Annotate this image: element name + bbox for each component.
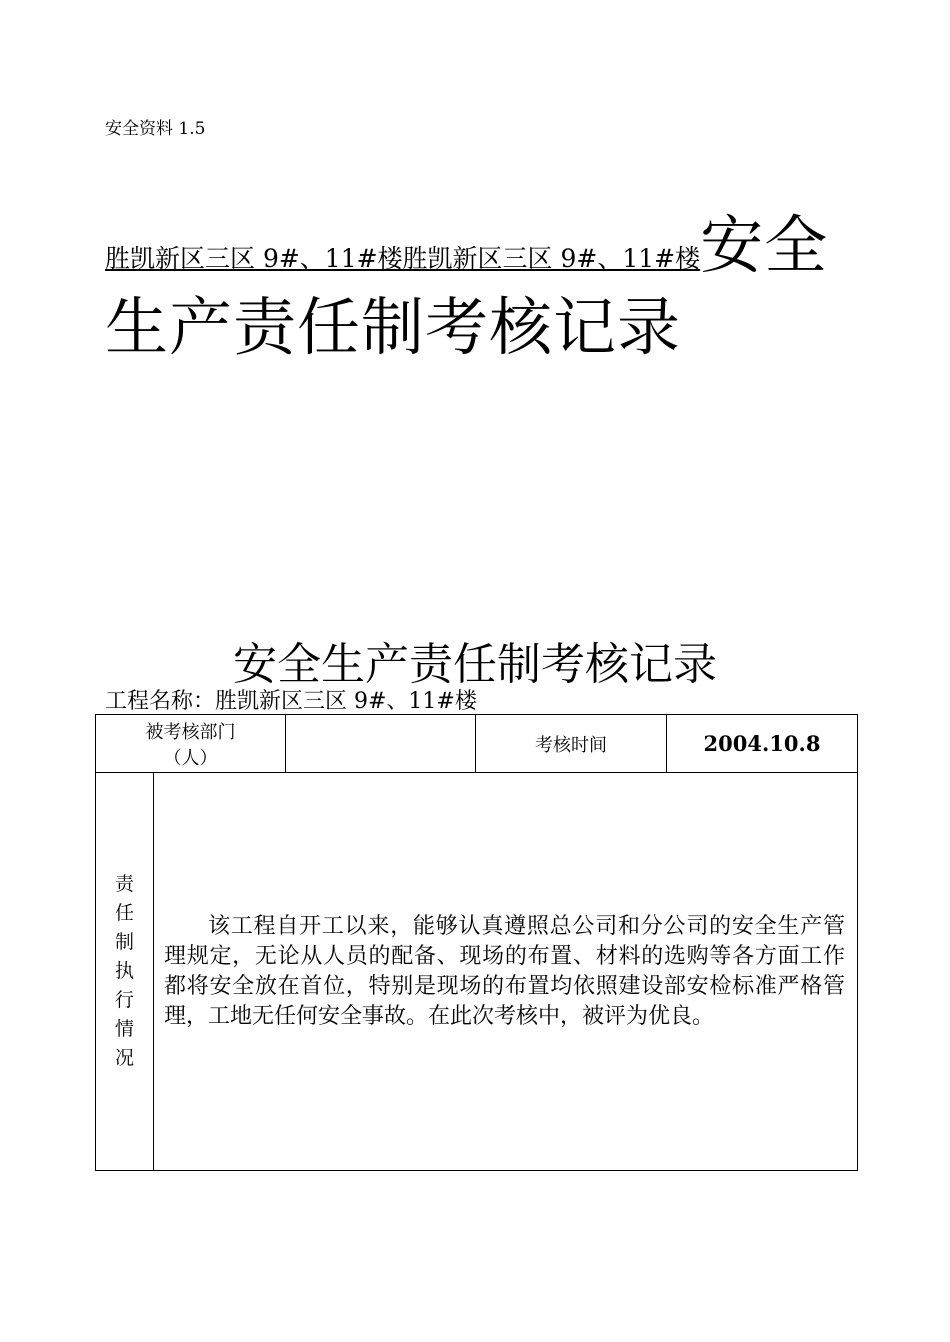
time-value-cell: 2004.10.8 [667, 715, 858, 773]
dept-label-line1: 被考核部门 [145, 721, 236, 743]
assessment-table [95, 714, 858, 1171]
execution-status-content: 该工程自开工以来，能够认真遵照总公司和分公司的安全生产管理规定，无论从人员的配备、现场的布置、材料的选购等各方面工作都将安全放在首位，特别是现场的布置均依照建设部安检标准严格管理，工地无任何安全事故。在此次考核中，被评为优良。 [154, 773, 858, 1171]
label-char: 行 [114, 989, 134, 1011]
cover-main-title: 安全生产责任制考核记录 [105, 209, 829, 364]
label-char: 执 [114, 960, 134, 982]
document-code: 安全资料 1.5 [105, 119, 206, 139]
cover-project-name: 胜凯新区三区 9#、11#楼胜凯新区三区 9#、11#楼 [105, 244, 701, 273]
time-label-cell: 考核时间 [476, 715, 667, 773]
dept-label-line2: （人） [163, 747, 218, 769]
table-header-row [96, 715, 858, 773]
project-name-line: 工程名称：胜凯新区三区 9#、11#楼 [105, 689, 477, 714]
label-char: 况 [114, 1047, 134, 1069]
label-char: 制 [114, 931, 134, 953]
label-char: 情 [114, 1018, 134, 1040]
record-title: 安全生产责任制考核记录 [233, 639, 717, 690]
table-content-row [96, 773, 858, 1171]
execution-status-label [96, 773, 154, 1171]
cover-title [105, 205, 850, 369]
dept-value-cell [286, 715, 476, 773]
label-char: 任 [114, 902, 134, 924]
label-char: 责 [114, 873, 134, 895]
dept-label-cell [96, 715, 286, 773]
